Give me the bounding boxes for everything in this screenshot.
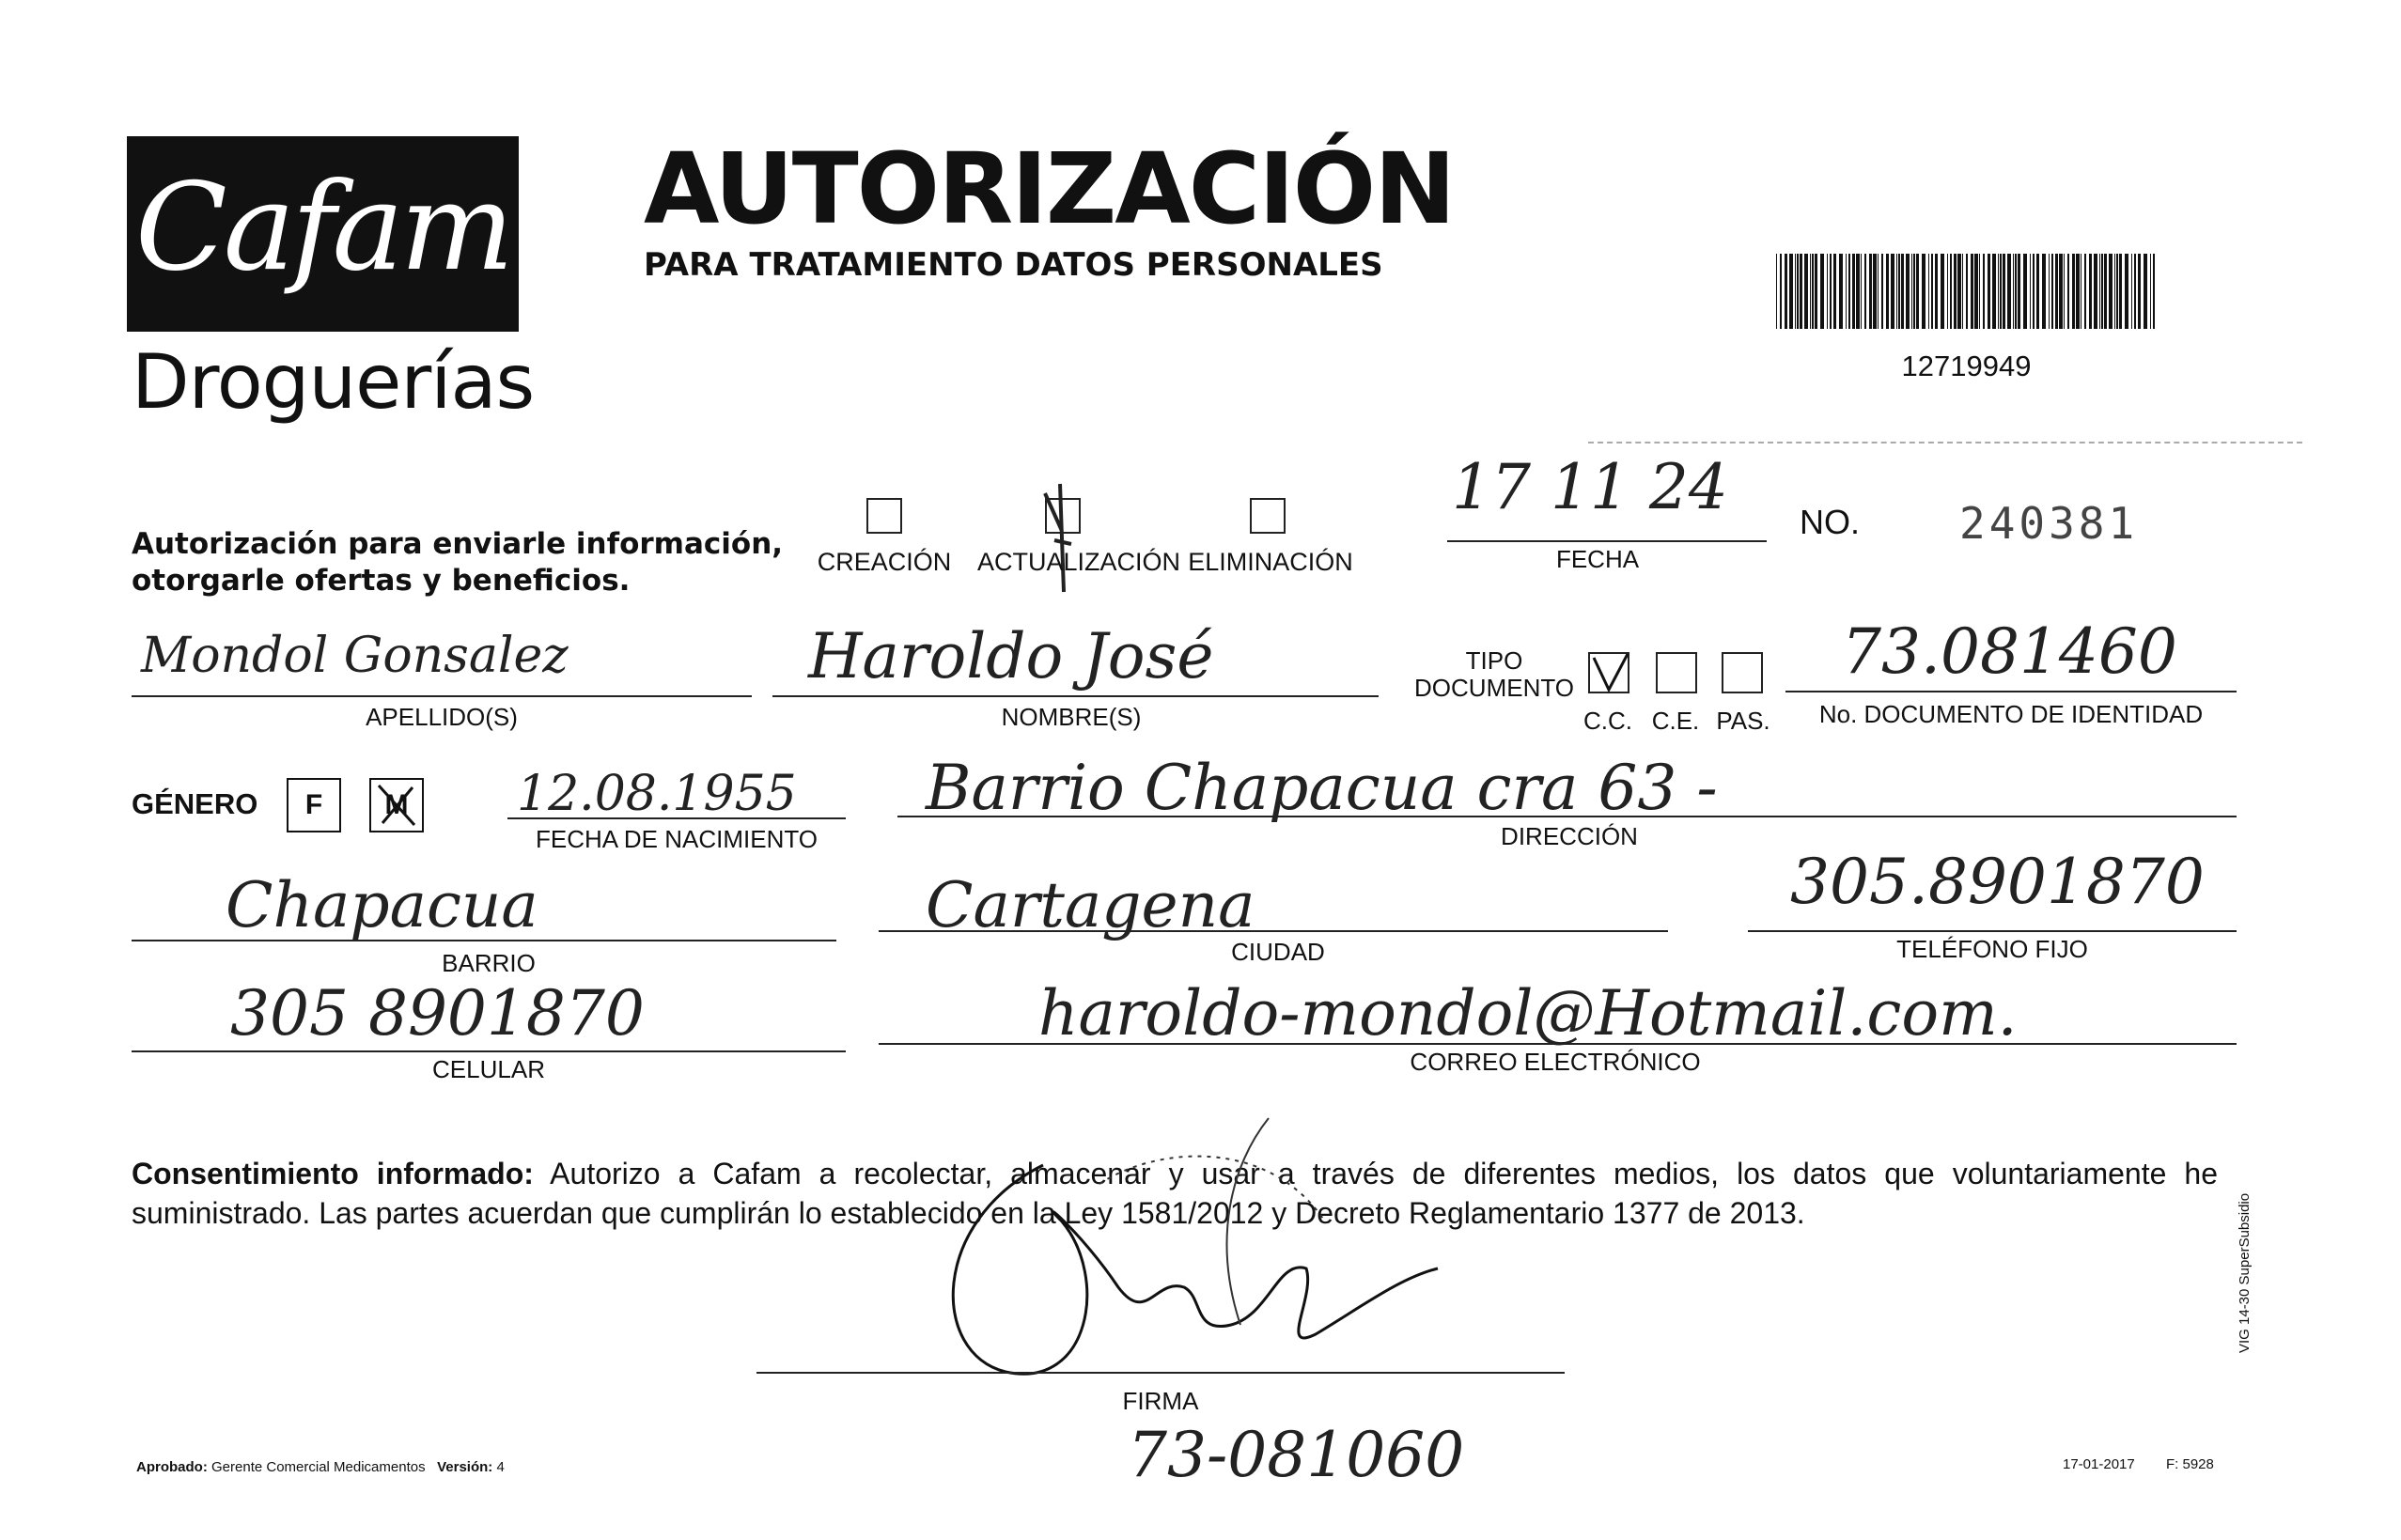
numero-value: 240381 — [1959, 498, 2139, 549]
numero-documento-label: No. DOCUMENTO DE IDENTIDAD — [1818, 700, 2204, 728]
barrio-label: BARRIO — [442, 949, 536, 977]
tipo-doc-label-1: TIPO — [1465, 646, 1523, 675]
intro-line-2: otorgarle ofertas y beneficios. — [132, 564, 631, 598]
version-value: 4 — [496, 1459, 505, 1475]
fecha-nacimiento-value[interactable]: 12.08.1955 — [517, 766, 797, 822]
creacion-checkbox[interactable] — [866, 498, 902, 534]
correo-label: CORREO ELECTRÓNICO — [1410, 1048, 1701, 1076]
telefono-underline — [1748, 930, 2237, 932]
firma-underline — [756, 1372, 1565, 1374]
footer-date: 17-01-2017 — [2063, 1456, 2135, 1472]
consent-text: Autorizo a Cafam a recolectar, almacenar y usar a través de diferentes medios, los datos que voluntariamente he suministrado. Las partes acuerdan que cumplirán lo establecido en la Ley 1581/2012 y Decreto Reglamentario 1377 de 2013. — [132, 1157, 2219, 1230]
pas-label: PAS. — [1716, 707, 1770, 735]
direccion-underline — [897, 816, 2237, 817]
apellidos-label: APELLIDO(S) — [366, 703, 518, 731]
ciudad-label: CIUDAD — [1231, 938, 1325, 966]
barcode — [1776, 254, 2157, 329]
celular-underline — [132, 1050, 846, 1052]
nombres-value[interactable]: Haroldo José — [808, 620, 1214, 692]
genero-m-check-mark — [369, 778, 424, 832]
apellidos-underline — [132, 695, 752, 697]
genero-label: GÉNERO — [132, 787, 258, 820]
cc-label: C.C. — [1583, 707, 1632, 735]
nombres-underline — [772, 695, 1379, 697]
separator-line — [1588, 442, 2302, 443]
numero-documento-value[interactable]: 73.081460 — [1842, 615, 2177, 688]
side-stamp-text: VIG 14-30 SuperSubsidio — [2237, 1192, 2253, 1353]
footer-form-code: F: 5928 — [2166, 1456, 2214, 1472]
form-title: AUTORIZACIÓN — [644, 132, 1455, 246]
actualizacion-label: ACTUALIZACIÓN — [977, 548, 1181, 576]
fecha-nacimiento-underline — [507, 817, 846, 819]
ciudad-underline — [879, 930, 1668, 932]
tipo-doc-label-2: DOCUMENTO — [1414, 674, 1574, 702]
logo-text: Cafam — [134, 158, 511, 298]
eliminacion-checkbox[interactable] — [1250, 498, 1286, 534]
direccion-label: DIRECCIÓN — [1501, 822, 1638, 850]
genero-f-box[interactable]: F — [287, 778, 341, 832]
aprobado-label: Aprobado: — [136, 1459, 208, 1475]
creacion-label: CREACIÓN — [817, 548, 952, 576]
celular-label: CELULAR — [432, 1055, 545, 1083]
correo-value[interactable]: haroldo-mondol@Hotmail.com. — [1038, 977, 2018, 1050]
apellidos-value[interactable]: Mondol Gonsalez — [141, 628, 569, 684]
barrio-underline — [132, 940, 836, 941]
aprobado-value: Gerente Comercial Medicamentos — [211, 1459, 426, 1475]
direccion-value[interactable]: Barrio Chapacua cra 63 - — [926, 752, 1718, 824]
fecha-underline — [1447, 540, 1767, 542]
firma-label: FIRMA — [1122, 1387, 1199, 1415]
brand-subtitle: Droguerías — [132, 338, 535, 426]
cafam-logo — [127, 136, 519, 332]
pas-checkbox[interactable] — [1722, 652, 1763, 693]
fecha-value[interactable]: 17 11 24 — [1452, 451, 1728, 523]
firma-handwritten-number: 73-081060 — [1128, 1419, 1465, 1491]
eliminacion-label: ELIMINACIÓN — [1188, 548, 1353, 576]
ce-checkbox[interactable] — [1656, 652, 1697, 693]
barcode-number: 12719949 — [1901, 350, 2032, 382]
fecha-nacimiento-label: FECHA DE NACIMIENTO — [535, 825, 818, 853]
intro-line-1: Autorización para enviarle información, — [132, 527, 784, 561]
cc-check-mark — [1586, 648, 1633, 697]
telefono-label: TELÉFONO FIJO — [1896, 935, 2088, 963]
correo-underline — [879, 1043, 2237, 1045]
telefono-value[interactable]: 305.8901870 — [1790, 846, 2205, 918]
barrio-value[interactable]: Chapacua — [226, 869, 538, 941]
numero-label: NO. — [1800, 503, 1861, 541]
ce-label: C.E. — [1651, 707, 1700, 735]
footer-approval — [136, 1459, 505, 1475]
numero-documento-underline — [1785, 691, 2237, 692]
genero-m-box[interactable]: M — [369, 778, 424, 832]
nombres-label: NOMBRE(S) — [1001, 703, 1142, 731]
ciudad-value[interactable]: Cartagena — [926, 869, 1255, 941]
actualizacion-check-mark — [1034, 474, 1099, 597]
form-subtitle: PARA TRATAMIENTO DATOS PERSONALES — [644, 246, 1383, 284]
fecha-label: FECHA — [1555, 545, 1640, 573]
intro-text — [132, 526, 783, 599]
celular-value[interactable]: 305 8901870 — [230, 977, 645, 1050]
consent-heading: Consentimiento informado: — [132, 1157, 534, 1190]
version-label: Versión: — [437, 1459, 493, 1475]
